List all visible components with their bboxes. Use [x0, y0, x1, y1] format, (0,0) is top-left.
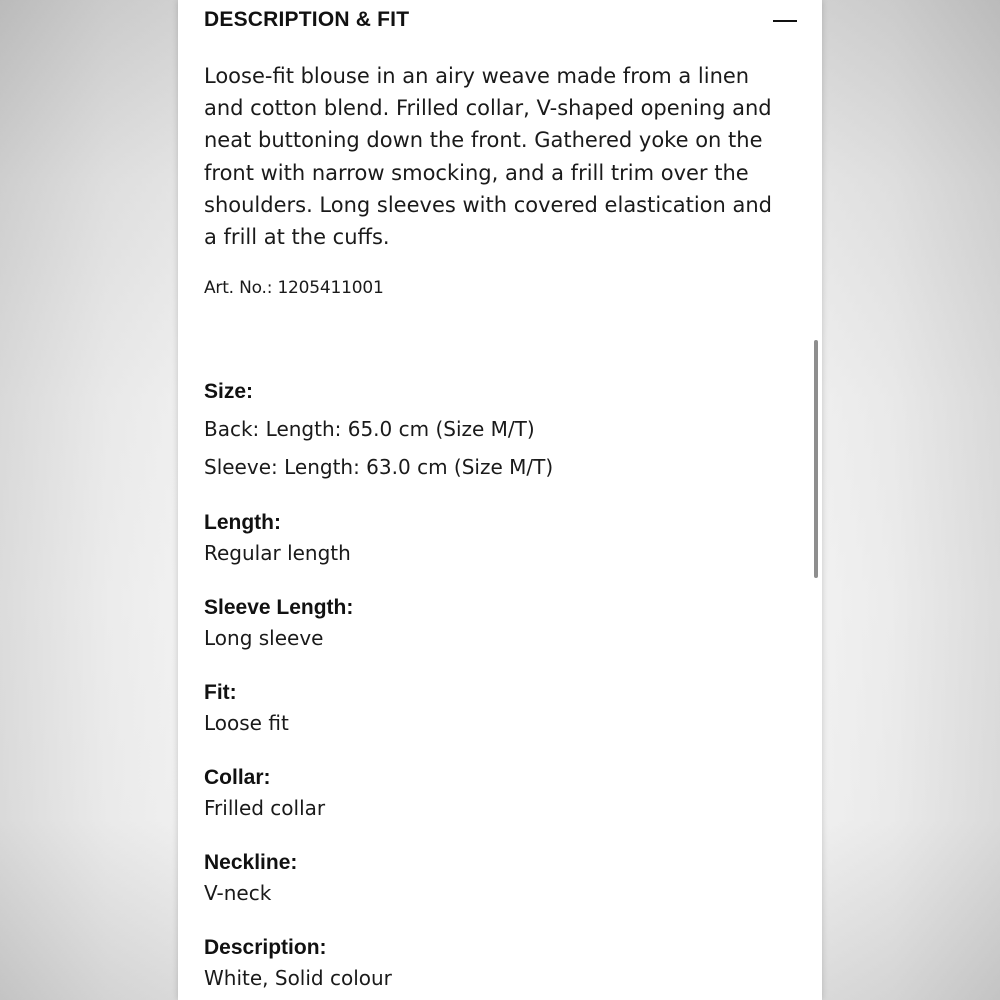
sleeve-length-label: Sleeve Length: [204, 596, 354, 619]
left-backdrop [0, 0, 178, 1000]
product-description [204, 60, 794, 253]
size-back-length: Back: Length: 65.0 cm (Size M/T) [204, 417, 535, 441]
fit-label: Fit: [204, 681, 237, 704]
section-header[interactable] [204, 6, 800, 38]
right-backdrop [822, 0, 1000, 1000]
size-sleeve-length: Sleeve: Length: 63.0 cm (Size M/T) [204, 455, 554, 479]
length-label: Length: [204, 511, 281, 534]
minus-icon [773, 20, 797, 22]
description-line: neat buttoning down the front. Gathered yoke on the [204, 128, 763, 153]
description-line: Loose-fit blouse in an airy weave made from a linen [204, 64, 750, 88]
collapse-button[interactable] [770, 6, 800, 36]
scrollbar[interactable] [814, 340, 818, 578]
description-value: White, Solid colour [204, 966, 392, 990]
length-value: Regular length [204, 541, 351, 565]
collar-label: Collar: [204, 766, 271, 789]
article-number: Art. No.: 1205411001 [204, 278, 384, 298]
neckline-label: Neckline: [204, 851, 298, 874]
description-line: shoulders. Long sleeves with covered elastication and [204, 192, 773, 217]
description-line: a frill at the cuffs. [204, 225, 390, 250]
fit-value: Loose fit [204, 711, 289, 735]
collar-value: Frilled collar [204, 796, 326, 820]
description-line: front with narrow smocking, and a frill trim over the [204, 160, 749, 185]
section-title: DESCRIPTION & FIT [204, 8, 410, 31]
description-fit-panel [178, 0, 822, 1000]
sleeve-length-value: Long sleeve [204, 626, 324, 650]
neckline-value: V-neck [204, 881, 272, 905]
size-label: Size: [204, 380, 254, 403]
description-label: Description: [204, 936, 327, 959]
description-line: and cotton blend. Frilled collar, V-shaped opening and [204, 96, 772, 121]
